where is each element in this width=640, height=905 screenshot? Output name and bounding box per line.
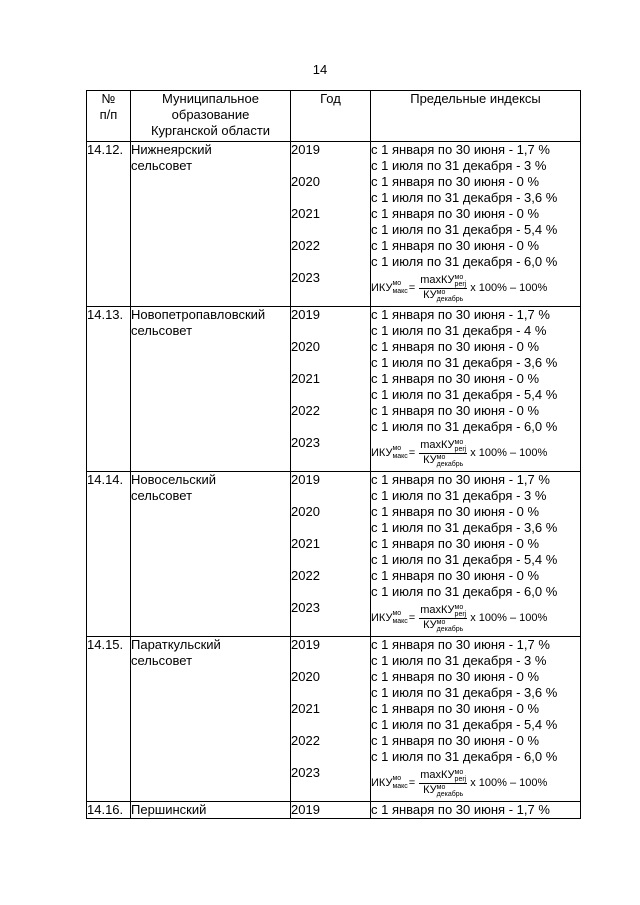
index-line: с 1 июля по 31 декабря - 6,0 % bbox=[371, 749, 558, 764]
municipality-name: Першинский bbox=[131, 802, 291, 819]
index-line: с 1 января по 30 июня - 0 % bbox=[371, 371, 540, 386]
year-value: 2019 bbox=[291, 307, 320, 322]
year-value: 2023 bbox=[291, 435, 320, 450]
formula-fraction: maxКУ мо perj КУ мо декабрь bbox=[420, 603, 467, 633]
year-value: 2022 bbox=[291, 568, 320, 583]
municipality-name: Параткульский сельсовет bbox=[131, 637, 291, 802]
year-value: 2022 bbox=[291, 238, 320, 253]
index-line: с 1 июля по 31 декабря - 5,4 % bbox=[371, 222, 558, 237]
municipality-name: Новопетропавловский сельсовет bbox=[131, 307, 291, 472]
index-line: с 1 июля по 31 декабря - 6,0 % bbox=[371, 419, 558, 434]
formula: ИКУ мо макс = maxКУ мо perj КУ мо декабрь x 100% – 100% bbox=[371, 438, 548, 468]
index-line: с 1 июля по 31 декабря - 5,4 % bbox=[371, 387, 558, 402]
index-line: с 1 июля по 31 декабря - 4 % bbox=[371, 323, 547, 338]
year-value: 2022 bbox=[291, 733, 320, 748]
indexes-cell bbox=[371, 472, 581, 637]
index-line: с 1 января по 30 июня - 0 % bbox=[371, 238, 540, 253]
formula: ИКУ мо макс = maxКУ мо perj КУ мо декабрь x 100% – 100% bbox=[371, 603, 548, 633]
formula: ИКУ мо макс = maxКУ мо perj КУ мо декабрь x 100% – 100% bbox=[371, 768, 548, 798]
index-line: с 1 января по 30 июня - 1,7 % bbox=[371, 307, 550, 322]
header-indexes: Предельные индексы bbox=[371, 91, 581, 142]
formula-fraction: maxКУ мо perj КУ мо декабрь bbox=[420, 273, 467, 303]
table-header-row bbox=[87, 91, 581, 142]
year-value: 2019 bbox=[291, 472, 320, 487]
index-line: с 1 января по 30 июня - 0 % bbox=[371, 701, 540, 716]
index-line: с 1 июля по 31 декабря - 3,6 % bbox=[371, 190, 558, 205]
row-number: 14.16. bbox=[87, 802, 131, 819]
indexes-cell bbox=[371, 142, 581, 307]
municipality-name: Новосельский сельсовет bbox=[131, 472, 291, 637]
index-line: с 1 января по 30 июня - 0 % bbox=[371, 568, 540, 583]
municipality-name: Нижнеярский сельсовет bbox=[131, 142, 291, 307]
indexes-cell bbox=[371, 637, 581, 802]
year-value: 2023 bbox=[291, 765, 320, 780]
index-line: с 1 января по 30 июня - 0 % bbox=[371, 403, 540, 418]
years-cell bbox=[291, 637, 371, 802]
table-row bbox=[87, 802, 581, 819]
index-line: с 1 июля по 31 декабря - 5,4 % bbox=[371, 717, 558, 732]
index-line: с 1 января по 30 июня - 1,7 % bbox=[371, 802, 581, 819]
index-line: с 1 января по 30 июня - 0 % bbox=[371, 339, 540, 354]
index-line: с 1 января по 30 июня - 0 % bbox=[371, 206, 540, 221]
table-row bbox=[87, 472, 581, 637]
header-municipality: Муниципальное образование Курганской области bbox=[131, 91, 291, 142]
row-number: 14.13. bbox=[87, 307, 131, 472]
index-line: с 1 июля по 31 декабря - 3,6 % bbox=[371, 685, 558, 700]
year-value: 2021 bbox=[291, 206, 320, 221]
header-year: Год bbox=[291, 91, 371, 142]
year-value: 2020 bbox=[291, 669, 320, 684]
index-line: с 1 июля по 31 декабря - 6,0 % bbox=[371, 584, 558, 599]
indexes-cell bbox=[371, 307, 581, 472]
table-row bbox=[87, 142, 581, 307]
index-line: с 1 июля по 31 декабря - 3,6 % bbox=[371, 355, 558, 370]
year-value: 2020 bbox=[291, 339, 320, 354]
table-row bbox=[87, 307, 581, 472]
formula-fraction: maxКУ мо perj КУ мо декабрь bbox=[420, 768, 467, 798]
table-row bbox=[87, 637, 581, 802]
year-value: 2019 bbox=[291, 802, 371, 819]
header-num: № п/п bbox=[87, 91, 131, 142]
page-number: 14 bbox=[312, 62, 328, 77]
limit-indexes-table bbox=[86, 90, 581, 819]
row-number: 14.15. bbox=[87, 637, 131, 802]
index-line: с 1 июля по 31 декабря - 3 % bbox=[371, 158, 547, 173]
year-value: 2019 bbox=[291, 142, 320, 157]
index-line: с 1 января по 30 июня - 0 % bbox=[371, 174, 540, 189]
formula-fraction: maxКУ мо perj КУ мо декабрь bbox=[420, 438, 467, 468]
year-value: 2020 bbox=[291, 504, 320, 519]
year-value: 2022 bbox=[291, 403, 320, 418]
index-line: с 1 января по 30 июня - 0 % bbox=[371, 733, 540, 748]
index-line: с 1 июля по 31 декабря - 3 % bbox=[371, 653, 547, 668]
year-value: 2021 bbox=[291, 536, 320, 551]
index-line: с 1 января по 30 июня - 0 % bbox=[371, 669, 540, 684]
row-number: 14.12. bbox=[87, 142, 131, 307]
index-line: с 1 июля по 31 декабря - 3 % bbox=[371, 488, 547, 503]
formula: ИКУ мо макс = maxКУ мо perj КУ мо декабрь x 100% – 100% bbox=[371, 273, 548, 303]
index-line: с 1 января по 30 июня - 0 % bbox=[371, 536, 540, 551]
years-cell bbox=[291, 472, 371, 637]
year-value: 2020 bbox=[291, 174, 320, 189]
year-value: 2021 bbox=[291, 371, 320, 386]
index-line: с 1 января по 30 июня - 0 % bbox=[371, 504, 540, 519]
year-value: 2023 bbox=[291, 600, 320, 615]
year-value: 2019 bbox=[291, 637, 320, 652]
index-line: с 1 января по 30 июня - 1,7 % bbox=[371, 142, 550, 157]
index-line: с 1 июля по 31 декабря - 3,6 % bbox=[371, 520, 558, 535]
years-cell bbox=[291, 142, 371, 307]
index-line: с 1 июля по 31 декабря - 6,0 % bbox=[371, 254, 558, 269]
year-value: 2021 bbox=[291, 701, 320, 716]
years-cell bbox=[291, 307, 371, 472]
index-line: с 1 января по 30 июня - 1,7 % bbox=[371, 472, 550, 487]
year-value: 2023 bbox=[291, 270, 320, 285]
index-line: с 1 января по 30 июня - 1,7 % bbox=[371, 637, 550, 652]
row-number: 14.14. bbox=[87, 472, 131, 637]
index-line: с 1 июля по 31 декабря - 5,4 % bbox=[371, 552, 558, 567]
